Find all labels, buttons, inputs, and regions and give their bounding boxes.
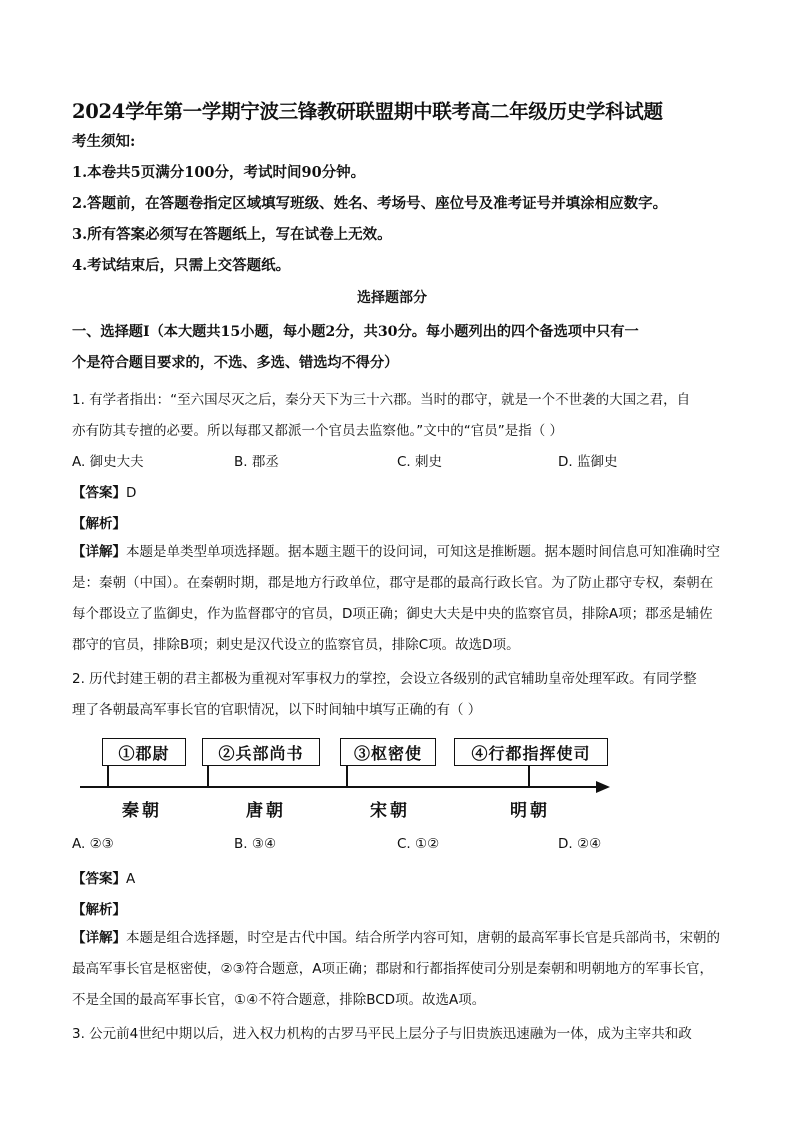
q2-detail <box>72 923 724 1016</box>
q1-options <box>72 450 732 470</box>
timeline-box-2: ②兵部尚书 <box>202 738 320 766</box>
q2-answer-value: A <box>126 871 136 887</box>
q1-answer-value: D <box>126 485 137 501</box>
q2-option-c[interactable]: C. ①② <box>397 836 440 852</box>
q2-analysis-tag: 【解析】 <box>72 902 126 918</box>
q1-stem-line2: 亦有防其专擅的必要。所以每郡又都派一个官员去监察他。”文中的“官员”是指（ ） <box>72 423 564 439</box>
timeline-diagram <box>78 728 618 828</box>
q1-option-d[interactable]: D. 监御史 <box>558 454 618 470</box>
timeline-connector-3 <box>346 766 348 786</box>
timeline-arrow-icon <box>596 781 610 793</box>
detail-tag: 【详解】 <box>72 930 126 946</box>
q2-options <box>72 836 732 856</box>
q1-answer <box>72 481 136 501</box>
timeline-connector-4 <box>528 766 530 786</box>
q1-analysis-tag: 【解析】 <box>72 516 126 532</box>
notice-item-3: 3.所有答案必须写在答题纸上，写在试卷上无效。 <box>72 226 392 243</box>
q2-option-a[interactable]: A. ②③ <box>72 836 114 852</box>
answer-tag: 【答案】 <box>72 871 126 887</box>
q2-stem-line1: 2. 历代封建王朝的君主都极为重视对军事权力的掌控，会设立各级别的武官辅助皇帝处理军政。有同学整 <box>72 671 697 687</box>
timeline-label-song: 宋朝 <box>370 801 410 821</box>
q3-stem-line1: 3. 公元前4世纪中期以后，进入权力机构的古罗马平民上层分子与旧贵族迅速融为一体，成为主宰共和政 <box>72 1026 692 1042</box>
answer-tag: 【答案】 <box>72 485 126 501</box>
timeline-label-qin: 秦朝 <box>122 801 162 821</box>
detail-tag: 【详解】 <box>72 544 126 560</box>
timeline-box-3: ③枢密使 <box>340 738 436 766</box>
notice-heading: 考生须知: <box>72 133 136 150</box>
timeline-label-ming: 明朝 <box>510 801 550 821</box>
q1-detail-text: 本题是单类型单项选择题。据本题主题干的设问词，可知这是推断题。据本题时间信息可知准确时空是：秦朝（中国）。在秦朝时期，郡是地方行政单位，郡守是郡的最高行政长官。为了防止郡守专权，秦朝在每个郡设立了监御史，作为监督郡守的官员，D项正确；御史大夫是中央的监察官员，排除A项；郡丞是辅佐郡守的官员，排除B项；刺史是汉代设立的监察官员，排除C项。故选D项。 <box>72 544 720 653</box>
section-title: 选择题部分 <box>357 290 427 306</box>
q1-stem-line1: 1. 有学者指出：“至六国尽灭之后，秦分天下为三十六郡。当时的郡守，就是一个不世袭的大国之君，自 <box>72 392 691 408</box>
timeline-axis <box>80 786 600 788</box>
notice-item-4: 4.考试结束后，只需上交答题纸。 <box>72 257 291 274</box>
timeline-connector-2 <box>207 766 209 786</box>
timeline-box-1: ①郡尉 <box>102 738 186 766</box>
part-heading-line2: 个是符合题目要求的，不选、多选、错选均不得分） <box>72 355 399 371</box>
q2-option-b[interactable]: B. ③④ <box>234 836 277 852</box>
q1-option-a[interactable]: A. 御史大夫 <box>72 454 144 470</box>
q2-answer <box>72 867 135 887</box>
notice-item-2: 2.答题前，在答题卷指定区域填写班级、姓名、考场号、座位号及准考证号并填涂相应数字。 <box>72 195 668 212</box>
notice-item-1: 1.本卷共5页满分100分，考试时间90分钟。 <box>72 164 366 181</box>
timeline-label-tang: 唐朝 <box>246 801 286 821</box>
timeline-box-4: ④行都指挥使司 <box>454 738 608 766</box>
q1-option-c[interactable]: C. 刺史 <box>397 454 443 470</box>
q2-stem-line2: 理了各朝最高军事长官的官职情况，以下时间轴中填写正确的有（ ） <box>72 702 482 718</box>
q1-option-b[interactable]: B. 郡丞 <box>234 454 279 470</box>
part-heading-line1: 一、选择题Ⅰ（本大题共15小题，每小题2分，共30分。每小题列出的四个备选项中只有一 <box>72 324 639 340</box>
exam-title: 2024学年第一学期宁波三锋教研联盟期中联考高二年级历史学科试题 <box>72 100 663 123</box>
q1-detail <box>72 537 724 661</box>
q2-option-d[interactable]: D. ②④ <box>558 836 602 852</box>
timeline-connector-1 <box>107 766 109 786</box>
q2-detail-text: 本题是组合选择题，时空是古代中国。结合所学内容可知，唐朝的最高军事长官是兵部尚书，宋朝的最高军事长官是枢密使，②③符合题意，A项正确；郡尉和行都指挥使司分别是秦朝和明朝地方的军事长官，不是全国的最高军事长官，①④不符合题意，排除BCD项。故选A项。 <box>72 930 720 1008</box>
